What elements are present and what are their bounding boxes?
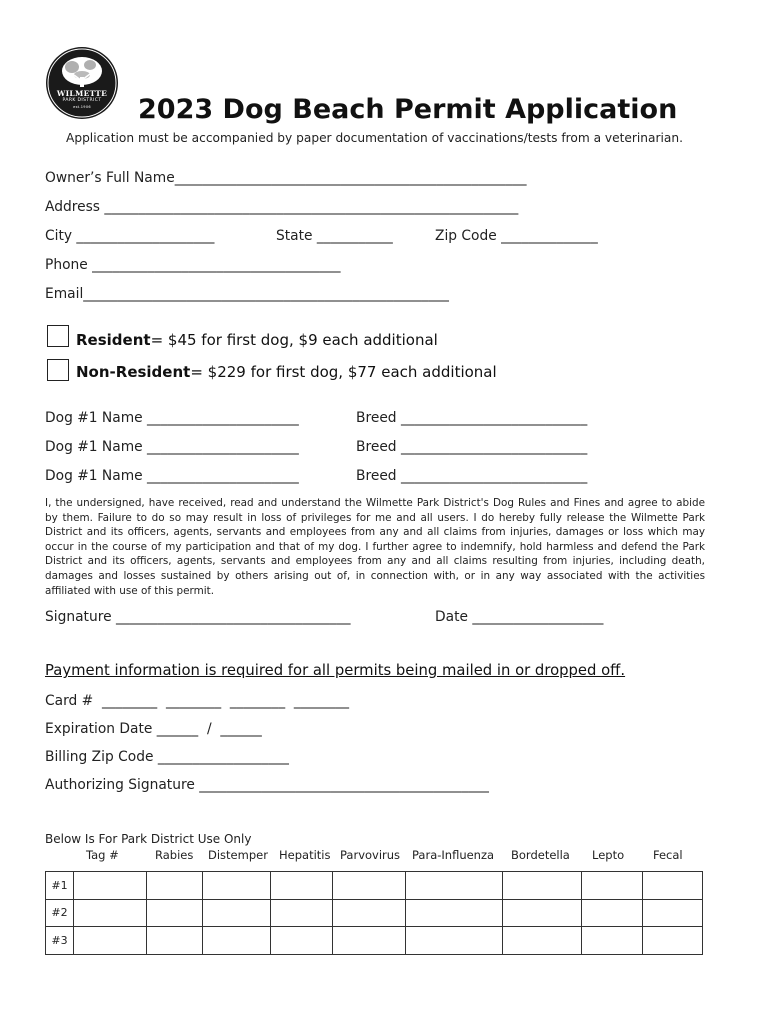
table-cell[interactable]	[333, 899, 406, 927]
logo-est: est.1906	[73, 105, 91, 109]
column-header: Lepto	[592, 848, 625, 862]
row-label: #2	[46, 899, 74, 927]
table-cell[interactable]	[406, 927, 503, 955]
column-header: Parvovirus	[340, 848, 401, 862]
nonresident-fee-text: = $229 for first dog, $77 each additional	[190, 363, 497, 381]
page-subtitle: Application must be accompanied by paper documentation of vaccinations/tests from a veterinarian.	[66, 131, 683, 145]
expiration-field[interactable]: Expiration Date ______ / ______	[45, 721, 262, 737]
table-cell[interactable]	[74, 872, 147, 900]
table-row	[46, 899, 703, 927]
column-header: Distemper	[208, 848, 268, 862]
card-number-field[interactable]: Card # ________ ________ ________ ________	[45, 693, 350, 709]
table-cell[interactable]	[582, 927, 643, 955]
resident-label: Resident	[76, 331, 151, 349]
table-cell[interactable]	[643, 899, 703, 927]
release-agreement-text: I, the undersigned, have received, read and understand the Wilmette Park District's Dog Rules and Fines and agree to abide by them. Failure to do so may result in loss of privileges for me and all users. I do hereby fully release the Wilmette Park District and its officers, agents, servants and employees from any and all claims from injuries, damages or loss which may occur in the course of my participation and that of my dog. I further agree to indemnify, hold harmless and defend the Park District and its officers, agents, servants and employees from any and all claims resulting from injuries, including death, damages and losses sustained by others arising out of, in connection with, or in any way associated with the activities affiliated with use of this permit.	[45, 497, 705, 597]
row-label: #1	[46, 872, 74, 900]
dog-breed-field[interactable]: Breed ___________________________	[356, 410, 588, 426]
logo-subname: PARK DISTRICT	[62, 98, 102, 103]
column-header: Bordetella	[511, 848, 570, 862]
column-header: Rabies	[155, 848, 194, 862]
table-cell[interactable]	[643, 872, 703, 900]
table-row	[46, 872, 703, 900]
table-cell[interactable]	[271, 927, 333, 955]
phone-field[interactable]: Phone ____________________________________	[45, 257, 341, 273]
state-field[interactable]: State ___________	[276, 228, 393, 244]
city-field[interactable]: City ____________________	[45, 228, 215, 244]
table-cell[interactable]	[503, 927, 582, 955]
table-cell[interactable]	[643, 927, 703, 955]
table-cell[interactable]	[406, 899, 503, 927]
dog-breed-field[interactable]: Breed ___________________________	[356, 468, 588, 484]
column-header: Fecal	[653, 848, 683, 862]
zip-field[interactable]: Zip Code ______________	[435, 228, 598, 244]
table-cell[interactable]	[74, 927, 147, 955]
table-cell[interactable]	[503, 872, 582, 900]
logo-name: WILMETTE	[56, 89, 108, 98]
office-use-label: Below Is For Park District Use Only	[45, 832, 252, 846]
dog-name-field[interactable]: Dog #1 Name ______________________	[45, 468, 299, 484]
authorizing-signature-field[interactable]: Authorizing Signature __________________________________________	[45, 777, 489, 793]
table-cell[interactable]	[271, 872, 333, 900]
resident-fee-text: = $45 for first dog, $9 each additional	[150, 331, 438, 349]
table-cell[interactable]	[203, 927, 271, 955]
table-cell[interactable]	[271, 899, 333, 927]
nonresident-option	[76, 363, 497, 381]
table-cell[interactable]	[582, 872, 643, 900]
email-field[interactable]: Email_____________________________________________________	[45, 286, 449, 302]
table-cell[interactable]	[147, 927, 203, 955]
column-header: Para-Influenza	[412, 848, 495, 862]
resident-option	[76, 331, 438, 349]
table-cell[interactable]	[147, 872, 203, 900]
owner-name-field[interactable]: Owner’s Full Name___________________________________________________	[45, 170, 527, 186]
payment-header: Payment information is required for all permits being mailed in or dropped off.	[45, 662, 626, 679]
table-cell[interactable]	[147, 899, 203, 927]
table-row	[46, 927, 703, 955]
resident-checkbox[interactable]	[47, 325, 69, 347]
table-cell[interactable]	[406, 872, 503, 900]
address-field[interactable]: Address ____________________________________________________________	[45, 199, 519, 215]
page-title: 2023 Dog Beach Permit Application	[138, 94, 678, 125]
park-district-logo	[46, 47, 118, 119]
date-field[interactable]: Date ___________________	[435, 609, 604, 625]
billing-zip-field[interactable]: Billing Zip Code ___________________	[45, 749, 289, 765]
vaccination-table	[45, 871, 703, 955]
table-cell[interactable]	[582, 899, 643, 927]
table-cell[interactable]	[203, 899, 271, 927]
nonresident-checkbox[interactable]	[47, 359, 69, 381]
column-header: Tag #	[86, 848, 119, 862]
row-label: #3	[46, 927, 74, 955]
table-cell[interactable]	[74, 899, 147, 927]
table-cell[interactable]	[503, 899, 582, 927]
dog-name-field[interactable]: Dog #1 Name ______________________	[45, 439, 299, 455]
nonresident-label: Non-Resident	[76, 363, 191, 381]
table-cell[interactable]	[333, 872, 406, 900]
signature-field[interactable]: Signature __________________________________	[45, 609, 351, 625]
dog-breed-field[interactable]: Breed ___________________________	[356, 439, 588, 455]
dog-name-field[interactable]: Dog #1 Name ______________________	[45, 410, 299, 426]
table-cell[interactable]	[203, 872, 271, 900]
table-cell[interactable]	[333, 927, 406, 955]
column-header: Hepatitis	[279, 848, 331, 862]
